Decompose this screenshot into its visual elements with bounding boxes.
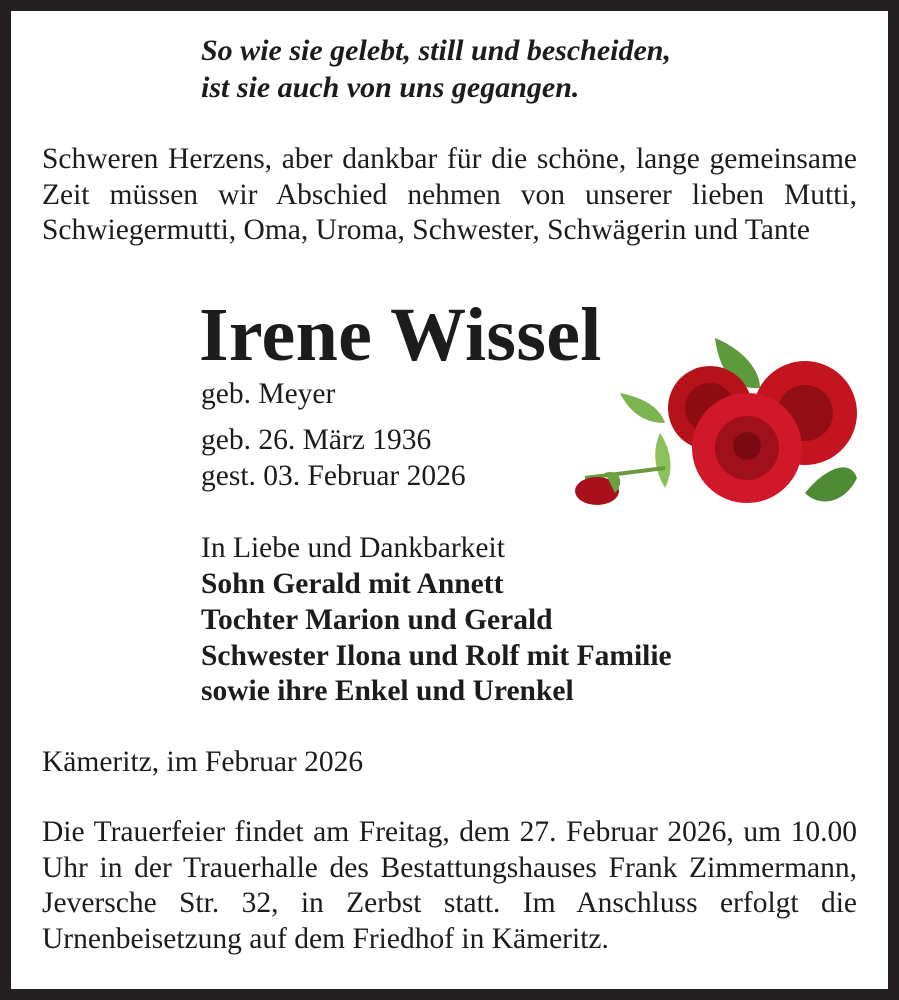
- mourner-line: Sohn Gerald mit Annett: [201, 568, 504, 600]
- mourners-intro: In Liebe und Dankbarkeit: [201, 532, 505, 564]
- intro-paragraph: Schweren Herzens, aber dankbar für die schöne, lange gemeinsame Zeit müssen wir Abschied nehmen von unserer lieben Mutti, Schwiegermutti, Oma, Uroma, Schwester, Schwägerin und Tante: [42, 143, 857, 246]
- mourner-line: sowie ihre Enkel und Urenkel: [201, 675, 574, 707]
- mourner-line: Tochter Marion und Gerald: [201, 604, 553, 636]
- quote-line: ist sie auch von uns gegangen.: [201, 71, 580, 104]
- place-date: Kämeritz, im Februar 2026: [42, 746, 364, 778]
- quote-line: So wie sie gelebt, still und bescheiden,: [201, 34, 671, 67]
- maiden-name: geb. Meyer: [201, 378, 336, 410]
- red-roses-image: [565, 328, 860, 518]
- deceased-name: Irene Wissel: [199, 293, 602, 377]
- mourner-line: Schwester Ilona und Rolf mit Familie: [201, 640, 672, 672]
- birth-date: geb. 26. März 1936: [201, 424, 432, 456]
- funeral-details: Die Trauerfeier findet am Freitag, dem 27. Februar 2026, um 10.00 Uhr in der Trauerhalle des Bestattungshauses Frank Zimmermann, Jeversche Str. 32, in Zerbst statt. Im Anschluss erfolgt die Urnenbeisetzung auf dem Friedhof in Kämeritz.: [42, 816, 857, 955]
- epitaph-quote: [201, 32, 671, 106]
- death-date: gest. 03. Februar 2026: [201, 460, 466, 492]
